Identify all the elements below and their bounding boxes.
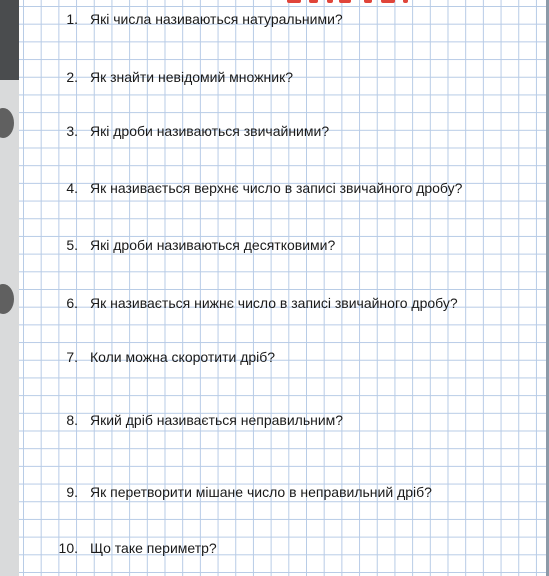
question-number: 8.	[66, 412, 78, 428]
question-item	[66, 68, 293, 86]
question-text: Які числа називаються натуральними?	[90, 11, 343, 27]
grid-paper-sheet	[19, 0, 549, 576]
background-shadow-shape	[0, 284, 14, 314]
question-number: 7.	[66, 349, 78, 365]
question-item	[58, 539, 217, 557]
question-item	[66, 179, 463, 197]
question-item	[66, 236, 336, 254]
dark-background-area	[0, 0, 19, 80]
question-number: 2.	[66, 69, 78, 85]
question-number: 1.	[66, 11, 78, 27]
question-text: Які дроби називаються десятковими?	[90, 237, 336, 253]
question-text: Які дроби називаються звичайними?	[90, 123, 330, 139]
question-number: 3.	[66, 123, 78, 139]
left-background-strip	[0, 0, 19, 576]
background-shadow-shape	[0, 108, 14, 138]
question-item	[66, 294, 458, 312]
question-text: Як перетворити мішане число в неправильний дріб?	[90, 484, 432, 500]
question-number: 6.	[66, 295, 78, 311]
question-text: Як знайти невідомий множник?	[90, 69, 293, 85]
question-text: Як називається нижнє число в записі звичайного дробу?	[90, 295, 458, 311]
question-text: Який дріб називається неправильним?	[90, 412, 344, 428]
question-item	[66, 348, 276, 366]
question-item	[66, 122, 330, 140]
question-text: Як називається верхнє число в записі звичайного дробу?	[90, 180, 463, 196]
question-item	[66, 483, 432, 501]
question-text: Коли можна скоротити дріб?	[90, 349, 276, 365]
question-item	[66, 411, 344, 429]
question-number: 5.	[66, 237, 78, 253]
question-text: Що таке периметр?	[90, 540, 217, 556]
question-number: 4.	[66, 180, 78, 196]
question-item	[66, 10, 343, 28]
red-heading-fragment	[19, 0, 549, 4]
question-number: 10.	[58, 540, 78, 556]
question-number: 9.	[66, 484, 78, 500]
